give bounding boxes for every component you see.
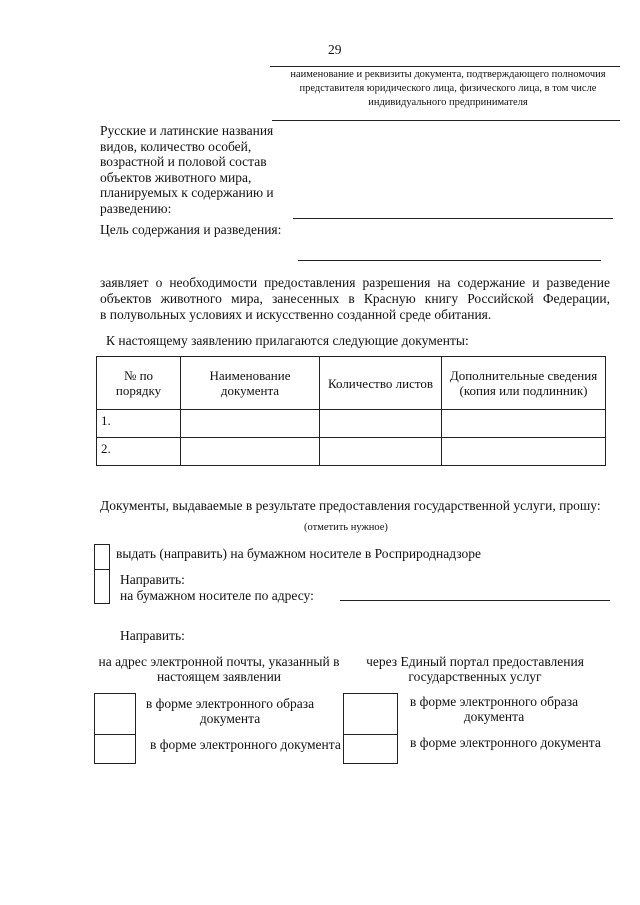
docs-request: Документы, выдаваемые в результате предоставления государственной услуги, прошу:	[100, 498, 601, 513]
mark-needed-note: (отметить нужное)	[304, 522, 388, 533]
species-label	[100, 123, 274, 216]
header-caption	[270, 68, 626, 110]
species-label-line: возрастной и половой состав	[100, 154, 267, 169]
portal-heading	[360, 654, 590, 684]
col-header-name	[181, 357, 320, 410]
species-label-line: видов, количество особей,	[100, 138, 252, 154]
purpose-field-line[interactable]	[298, 260, 601, 261]
portal-heading-line: государственных услуг	[408, 669, 542, 684]
email-form-image	[140, 696, 320, 726]
table-cell[interactable]	[181, 438, 320, 466]
portal-image-checkbox[interactable]	[343, 693, 398, 735]
option-send-label: Направить:	[120, 572, 185, 587]
statement	[100, 275, 610, 323]
col-header-number	[97, 357, 181, 410]
form-image-line: документа	[199, 711, 261, 726]
statement-line: заявляет о необходимости предоставления разрешения на содержание и разведение	[100, 275, 610, 290]
species-label-line: Русские и латинские названия	[100, 123, 274, 138]
table-header-row	[97, 357, 606, 410]
statement-line: в полувольных условиях и искусственно созданной среде обитания.	[100, 307, 492, 322]
header-line: № по	[123, 368, 154, 383]
attachments-intro: К настоящему заявлению прилагаются следующие документы:	[106, 333, 469, 348]
form-image-line: в форме электронного образа	[409, 694, 579, 709]
email-image-checkbox[interactable]	[94, 693, 136, 735]
email-heading	[96, 654, 342, 684]
table-cell[interactable]	[320, 410, 442, 438]
option-paper-rpn: выдать (направить) на бумажном носителе в Росприроднадзоре	[116, 546, 482, 561]
header-caption-line: индивидуального предпринимателя	[368, 97, 528, 108]
header-caption-line: представителя юридического лица, физического лица, в том числе	[299, 83, 597, 94]
table-cell[interactable]	[320, 438, 442, 466]
species-field-line-end[interactable]	[293, 218, 613, 219]
option-paper-address: на бумажном носителе по адресу:	[120, 588, 314, 603]
header-line: Наименование	[209, 368, 291, 383]
col-header-sheets	[320, 357, 442, 410]
representative-doc-line	[270, 66, 620, 67]
portal-heading-line: через Единый портал предоставления	[366, 654, 584, 669]
species-field-line[interactable]	[272, 120, 620, 121]
email-doc-checkbox[interactable]	[94, 734, 136, 764]
header-line: документа	[220, 383, 280, 398]
portal-form-doc: в форме электронного документа	[410, 735, 601, 750]
header-line: Количество листов	[327, 375, 434, 391]
table-cell[interactable]	[442, 410, 606, 438]
email-heading-line: на адрес электронной почты, указанный в	[98, 654, 340, 669]
table-cell: 2.	[97, 438, 181, 466]
email-heading-line: настоящем заявлении	[156, 669, 282, 684]
form-image-line: в форме электронного образа	[145, 696, 315, 711]
portal-form-image	[404, 694, 584, 724]
portal-doc-checkbox[interactable]	[343, 734, 398, 764]
header-line: порядку	[115, 383, 162, 398]
header-line: (копия или подлинник)	[459, 383, 588, 398]
species-label-line: планируемых к содержанию и	[100, 185, 274, 200]
table-cell[interactable]	[181, 410, 320, 438]
header-caption-line: наименование и реквизиты документа, подтверждающего полномочия	[290, 69, 606, 80]
page-number: 29	[328, 42, 342, 57]
email-form-doc: в форме электронного документа	[150, 737, 341, 752]
species-label-line: объектов животного мира,	[100, 169, 252, 185]
address-field-line[interactable]	[340, 600, 610, 601]
header-line: Дополнительные сведения	[449, 368, 598, 383]
purpose-label: Цель содержания и разведения:	[100, 222, 282, 237]
table-row	[97, 438, 606, 466]
paper-address-checkbox[interactable]	[94, 569, 110, 604]
table-row	[97, 410, 606, 438]
col-header-extra	[442, 357, 606, 410]
attachments-table	[96, 356, 606, 466]
paper-rpn-checkbox[interactable]	[94, 544, 110, 570]
table-cell[interactable]	[442, 438, 606, 466]
species-label-line: разведению:	[100, 200, 172, 216]
form-image-line: документа	[463, 709, 525, 724]
statement-line: объектов животного мира, занесенных в Красную книгу Российской Федерации,	[100, 291, 610, 306]
table-cell: 1.	[97, 410, 181, 438]
send-label-2: Направить:	[120, 628, 185, 643]
